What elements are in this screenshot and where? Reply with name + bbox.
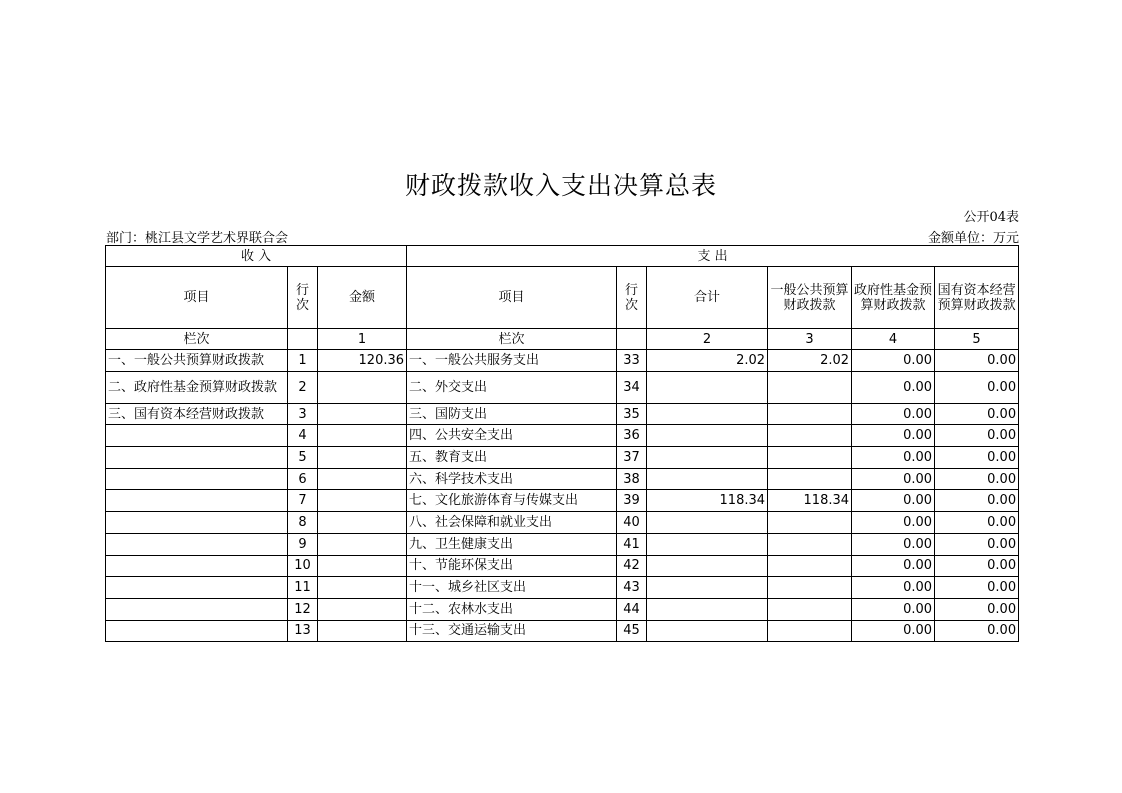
general-budget-header: 一般公共预算财政拨款	[768, 267, 852, 329]
table-row	[106, 598, 1019, 620]
expense-item-cell: 九、卫生健康支出	[407, 533, 617, 555]
expense-section-header: 支 出	[407, 246, 1019, 267]
state-capital-cell: 0.00	[935, 598, 1019, 620]
income-amount-cell	[318, 490, 407, 512]
income-row-no-cell: 4	[288, 425, 318, 447]
income-row-no-cell: 10	[288, 555, 318, 577]
income-item-cell: 一、一般公共预算财政拨款	[106, 350, 288, 372]
general-budget-cell: 2.02	[768, 350, 852, 372]
total-cell	[647, 620, 768, 642]
expense-row-no-cell: 37	[617, 447, 647, 469]
income-item-cell: 二、政府性基金预算财政拨款	[106, 371, 288, 403]
income-amount-cell	[318, 447, 407, 469]
fund-budget-cell: 0.00	[852, 620, 935, 642]
table-row	[106, 350, 1019, 372]
income-item-cell	[106, 577, 288, 599]
income-row-no-cell: 9	[288, 533, 318, 555]
income-item-cell	[106, 533, 288, 555]
income-row-no-cell: 8	[288, 512, 318, 534]
expense-item-cell: 十一、城乡社区支出	[407, 577, 617, 599]
income-amount-cell	[318, 512, 407, 534]
page-title: 财政拨款收入支出决算总表	[404, 171, 717, 200]
fund-budget-cell: 0.00	[852, 598, 935, 620]
expense-item-cell: 七、文化旅游体育与传媒支出	[407, 490, 617, 512]
general-budget-cell	[768, 403, 852, 425]
total-cell	[647, 533, 768, 555]
income-amount-cell	[318, 468, 407, 490]
total-cell	[647, 598, 768, 620]
expense-row-no-cell: 40	[617, 512, 647, 534]
table-row	[106, 468, 1019, 490]
income-amount-cell	[318, 425, 407, 447]
fund-budget-cell: 0.00	[852, 371, 935, 403]
income-amount-cell	[318, 555, 407, 577]
income-item-cell	[106, 598, 288, 620]
income-row-no-header: 行次	[288, 267, 318, 329]
state-capital-cell: 0.00	[935, 577, 1019, 599]
form-number: 公开04表	[963, 210, 1019, 225]
expense-item-cell: 十三、交通运输支出	[407, 620, 617, 642]
expense-row-no-cell: 36	[617, 425, 647, 447]
expense-row-no-cell: 34	[617, 371, 647, 403]
expense-item-cell: 五、教育支出	[407, 447, 617, 469]
table-row	[106, 555, 1019, 577]
total-cell	[647, 447, 768, 469]
income-row-no-cell: 13	[288, 620, 318, 642]
column-index-1: 1	[318, 329, 407, 350]
total-cell	[647, 371, 768, 403]
income-item-cell: 三、国有资本经营财政拨款	[106, 403, 288, 425]
fund-budget-header: 政府性基金预算财政拨款	[852, 267, 935, 329]
general-budget-cell	[768, 620, 852, 642]
income-item-cell	[106, 620, 288, 642]
total-cell	[647, 577, 768, 599]
fund-budget-cell: 0.00	[852, 468, 935, 490]
fund-budget-cell: 0.00	[852, 403, 935, 425]
income-row-no-cell: 11	[288, 577, 318, 599]
state-capital-cell: 0.00	[935, 447, 1019, 469]
expense-item-cell: 八、社会保障和就业支出	[407, 512, 617, 534]
table-row	[106, 533, 1019, 555]
expense-row-no-cell: 35	[617, 403, 647, 425]
total-cell	[647, 512, 768, 534]
table-row	[106, 403, 1019, 425]
expense-row-no-cell: 45	[617, 620, 647, 642]
fund-budget-cell: 0.00	[852, 490, 935, 512]
income-amount-cell	[318, 403, 407, 425]
column-index-3: 3	[768, 329, 852, 350]
fund-budget-cell: 0.00	[852, 555, 935, 577]
income-row-no-cell: 7	[288, 490, 318, 512]
budget-table	[105, 245, 1019, 642]
general-budget-cell	[768, 447, 852, 469]
total-cell	[647, 403, 768, 425]
general-budget-cell	[768, 533, 852, 555]
total-header: 合计	[647, 267, 768, 329]
fund-budget-cell: 0.00	[852, 533, 935, 555]
total-cell: 118.34	[647, 490, 768, 512]
state-capital-cell: 0.00	[935, 533, 1019, 555]
fund-budget-cell: 0.00	[852, 512, 935, 534]
income-item-cell	[106, 512, 288, 534]
column-index-2: 2	[647, 329, 768, 350]
expense-item-cell: 四、公共安全支出	[407, 425, 617, 447]
state-capital-header: 国有资本经营预算财政拨款	[935, 267, 1019, 329]
department-label: 部门：桃江县文学艺术界联合会	[106, 231, 289, 246]
state-capital-cell: 0.00	[935, 490, 1019, 512]
income-row-no-cell: 1	[288, 350, 318, 372]
state-capital-cell: 0.00	[935, 371, 1019, 403]
column-index-5: 5	[935, 329, 1019, 350]
expense-row-no-cell: 33	[617, 350, 647, 372]
income-item-cell	[106, 490, 288, 512]
table-row	[106, 447, 1019, 469]
table-row	[106, 620, 1019, 642]
column-index-empty-2	[617, 329, 647, 350]
expense-item-cell: 三、国防支出	[407, 403, 617, 425]
expense-row-no-cell: 41	[617, 533, 647, 555]
general-budget-cell	[768, 425, 852, 447]
column-index-4: 4	[852, 329, 935, 350]
income-item-cell	[106, 468, 288, 490]
expense-item-cell: 十、节能环保支出	[407, 555, 617, 577]
expense-item-cell: 十二、农林水支出	[407, 598, 617, 620]
total-cell	[647, 555, 768, 577]
income-row-no-cell: 6	[288, 468, 318, 490]
fund-budget-cell: 0.00	[852, 577, 935, 599]
income-item-cell	[106, 425, 288, 447]
income-row-no-cell: 3	[288, 403, 318, 425]
general-budget-cell: 118.34	[768, 490, 852, 512]
state-capital-cell: 0.00	[935, 512, 1019, 534]
income-item-header: 项目	[106, 267, 288, 329]
income-section-header: 收 入	[106, 246, 407, 267]
state-capital-cell: 0.00	[935, 555, 1019, 577]
table-body	[106, 350, 1019, 642]
fund-budget-cell: 0.00	[852, 425, 935, 447]
state-capital-cell: 0.00	[935, 350, 1019, 372]
table-row	[106, 490, 1019, 512]
expense-row-no-cell: 39	[617, 490, 647, 512]
total-cell	[647, 425, 768, 447]
state-capital-cell: 0.00	[935, 403, 1019, 425]
table-row	[106, 425, 1019, 447]
total-cell: 2.02	[647, 350, 768, 372]
column-index-label-2: 栏次	[407, 329, 617, 350]
table-row	[106, 371, 1019, 403]
expense-row-no-cell: 42	[617, 555, 647, 577]
fund-budget-cell: 0.00	[852, 447, 935, 469]
state-capital-cell: 0.00	[935, 425, 1019, 447]
general-budget-cell	[768, 577, 852, 599]
income-row-no-cell: 2	[288, 371, 318, 403]
table-row	[106, 512, 1019, 534]
income-amount-header: 金额	[318, 267, 407, 329]
expense-item-header: 项目	[407, 267, 617, 329]
amount-unit-label: 金额单位：万元	[927, 231, 1019, 246]
state-capital-cell: 0.00	[935, 468, 1019, 490]
general-budget-cell	[768, 512, 852, 534]
expense-item-cell: 二、外交支出	[407, 371, 617, 403]
expense-row-no-cell: 38	[617, 468, 647, 490]
income-amount-cell	[318, 598, 407, 620]
general-budget-cell	[768, 555, 852, 577]
income-row-no-cell: 5	[288, 447, 318, 469]
income-row-no-cell: 12	[288, 598, 318, 620]
income-amount-cell	[318, 533, 407, 555]
state-capital-cell: 0.00	[935, 620, 1019, 642]
general-budget-cell	[768, 598, 852, 620]
income-amount-cell	[318, 620, 407, 642]
general-budget-cell	[768, 371, 852, 403]
income-amount-cell: 120.36	[318, 350, 407, 372]
fund-budget-cell: 0.00	[852, 350, 935, 372]
expense-row-no-cell: 43	[617, 577, 647, 599]
income-item-cell	[106, 447, 288, 469]
expense-item-cell: 一、一般公共服务支出	[407, 350, 617, 372]
total-cell	[647, 468, 768, 490]
column-index-label: 栏次	[106, 329, 288, 350]
expense-item-cell: 六、科学技术支出	[407, 468, 617, 490]
income-amount-cell	[318, 371, 407, 403]
expense-row-no-cell: 44	[617, 598, 647, 620]
income-item-cell	[106, 555, 288, 577]
table-header	[106, 246, 1019, 350]
table-row	[106, 577, 1019, 599]
column-index-empty	[288, 329, 318, 350]
expense-row-no-header: 行次	[617, 267, 647, 329]
general-budget-cell	[768, 468, 852, 490]
income-amount-cell	[318, 577, 407, 599]
